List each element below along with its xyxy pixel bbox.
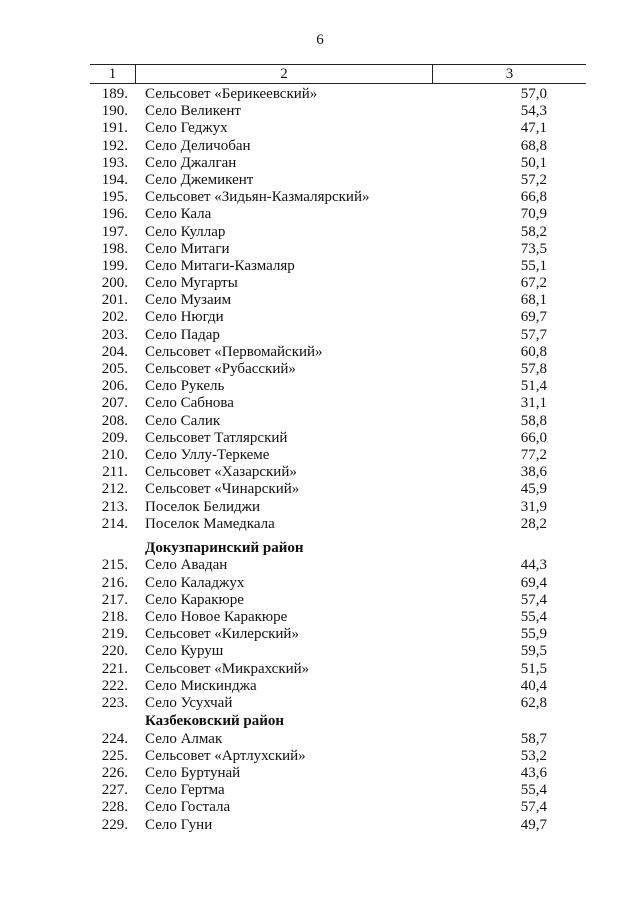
row-number: 228. — [101, 799, 128, 816]
row-value: 55,4 — [520, 782, 547, 799]
row-number: 207. — [101, 395, 128, 412]
row-number: 226. — [101, 764, 128, 781]
table-row — [90, 678, 586, 695]
data-table — [90, 64, 586, 834]
row-name: Сельсовет «Микрахский» — [145, 660, 310, 677]
table-row — [90, 189, 586, 206]
table-row — [90, 155, 586, 172]
row-value: 58,7 — [520, 730, 547, 747]
table-row — [90, 120, 586, 137]
row-value: 73,5 — [520, 240, 547, 257]
row-name: Село Великент — [145, 103, 241, 120]
row-number: 197. — [101, 223, 128, 240]
row-number: 225. — [101, 747, 128, 764]
row-name: Сельсовет «Хазарский» — [145, 464, 297, 481]
row-group-3 — [90, 731, 586, 834]
row-value: 67,2 — [520, 275, 547, 292]
row-value: 68,8 — [520, 137, 547, 154]
row-value: 51,5 — [520, 660, 547, 677]
row-number: 190. — [101, 103, 128, 120]
row-name: Село Салик — [145, 412, 221, 429]
row-number: 221. — [101, 660, 128, 677]
row-name: Село Авадан — [145, 557, 228, 574]
row-number: 204. — [101, 343, 128, 360]
row-name: Село Каладжух — [145, 574, 245, 591]
row-value: 40,4 — [520, 677, 547, 694]
row-number: 208. — [101, 412, 128, 429]
table-row — [90, 731, 586, 748]
row-number: 219. — [101, 626, 128, 643]
table-body — [90, 86, 586, 834]
row-name: Село Сабнова — [145, 395, 234, 412]
table-row — [90, 626, 586, 643]
row-number: 210. — [101, 446, 128, 463]
row-name: Село Куллар — [145, 223, 226, 240]
row-number: 205. — [101, 361, 128, 377]
row-name: Сельсовет «Чинарский» — [145, 481, 300, 498]
row-number: 223. — [101, 694, 128, 711]
row-number: 196. — [101, 206, 128, 223]
row-value: 54,3 — [520, 103, 547, 120]
row-name: Село Уллу-Теркеме — [145, 446, 270, 463]
table-row — [90, 557, 586, 574]
row-name: Село Буртунай — [145, 764, 241, 781]
row-value: 66,0 — [520, 429, 547, 446]
table-row — [90, 430, 586, 447]
table-row — [90, 86, 586, 103]
row-number: 215. — [101, 557, 128, 574]
row-name: Село Мискинджа — [145, 677, 257, 694]
row-name: Село Падар — [145, 326, 220, 343]
row-name: Село Гуни — [145, 816, 213, 833]
row-value: 38,6 — [520, 464, 547, 481]
row-name: Село Алмак — [145, 730, 223, 747]
row-name: Сельсовет «Артлухский» — [145, 747, 306, 764]
table-row — [90, 241, 586, 258]
row-name: Сельсовет «Рубасский» — [145, 361, 296, 377]
page-number: 6 — [316, 32, 324, 48]
row-number: 189. — [101, 86, 128, 102]
row-value: 57,2 — [520, 171, 547, 188]
row-number: 191. — [101, 120, 128, 137]
row-number: 222. — [101, 677, 128, 694]
table-row — [90, 447, 586, 464]
row-name: Сельсовет «Килерский» — [145, 626, 299, 643]
row-name: Село Геджух — [145, 120, 228, 137]
row-value: 70,9 — [520, 206, 547, 223]
row-name: Село Митаги-Казмаляр — [145, 257, 295, 274]
row-name: Поселок Белиджи — [145, 498, 261, 515]
row-number: 202. — [101, 309, 128, 326]
table-row — [90, 765, 586, 782]
header-col-2: 2 — [135, 65, 432, 83]
row-value: 58,8 — [520, 412, 547, 429]
row-number: 198. — [101, 240, 128, 257]
row-number: 206. — [101, 378, 128, 395]
row-number: 213. — [101, 498, 128, 515]
row-name: Село Нюгди — [145, 309, 224, 326]
row-number: 203. — [101, 326, 128, 343]
row-name: Сельсовет Татлярский — [145, 429, 288, 446]
table-row — [90, 575, 586, 592]
row-number: 200. — [101, 275, 128, 292]
table-row — [90, 464, 586, 481]
row-number: 212. — [101, 481, 128, 498]
table-row — [90, 817, 586, 834]
row-value: 69,7 — [520, 309, 547, 326]
row-number: 227. — [101, 782, 128, 799]
row-name: Село Музаим — [145, 292, 232, 309]
row-value: 55,4 — [520, 608, 547, 625]
row-name: Поселок Мамедкала — [145, 515, 275, 532]
section-title-dokuzparinsky: Докузпаринский район — [145, 539, 304, 556]
row-value: 57,8 — [520, 361, 547, 377]
table-row — [90, 748, 586, 765]
row-value: 55,1 — [520, 257, 547, 274]
row-value: 51,4 — [520, 378, 547, 395]
table-row — [90, 799, 586, 816]
row-value: 57,4 — [520, 799, 547, 816]
row-value: 31,1 — [520, 395, 547, 412]
row-value: 58,2 — [520, 223, 547, 240]
table-row — [90, 643, 586, 660]
row-number: 218. — [101, 608, 128, 625]
row-name: Село Рукель — [145, 378, 225, 395]
row-value: 50,1 — [520, 154, 547, 171]
row-name: Сельсовет «Берикеевский» — [145, 86, 318, 102]
table-row — [90, 172, 586, 189]
row-number: 201. — [101, 292, 128, 309]
row-name: Село Митаги — [145, 240, 230, 257]
row-value: 45,9 — [520, 481, 547, 498]
table-row — [90, 609, 586, 626]
table-row — [90, 782, 586, 799]
table-row — [90, 361, 586, 378]
table-row — [90, 413, 586, 430]
row-name: Село Куруш — [145, 643, 224, 660]
row-value: 69,4 — [520, 574, 547, 591]
row-number: 194. — [101, 171, 128, 188]
row-number: 216. — [101, 574, 128, 591]
section-title-kazbekovsky: Казбековский район — [145, 713, 284, 730]
row-value: 47,1 — [520, 120, 547, 137]
row-number: 209. — [101, 429, 128, 446]
row-value: 53,2 — [520, 747, 547, 764]
row-value: 49,7 — [520, 816, 547, 833]
row-number: 217. — [101, 591, 128, 608]
table-row — [90, 103, 586, 120]
row-value: 57,4 — [520, 591, 547, 608]
row-name: Село Гостала — [145, 799, 231, 816]
table-row — [90, 206, 586, 223]
row-value: 43,6 — [520, 764, 547, 781]
row-group-2 — [90, 557, 586, 712]
row-number: 220. — [101, 643, 128, 660]
row-number: 195. — [101, 189, 128, 206]
table-row — [90, 661, 586, 678]
row-number: 211. — [102, 464, 128, 481]
row-name: Село Джемикент — [145, 171, 254, 188]
table-row — [90, 344, 586, 361]
row-number: 193. — [101, 154, 128, 171]
table-row — [90, 292, 586, 309]
row-name: Село Мугарты — [145, 275, 238, 292]
row-value: 28,2 — [520, 515, 547, 532]
row-value: 66,8 — [520, 189, 547, 206]
header-col-3: 3 — [432, 65, 586, 83]
table-row — [90, 258, 586, 275]
table-row — [90, 378, 586, 395]
table-row — [90, 395, 586, 412]
table-header — [90, 64, 586, 84]
row-value: 77,2 — [520, 446, 547, 463]
row-value: 59,5 — [520, 643, 547, 660]
row-number: 214. — [101, 515, 128, 532]
row-number: 192. — [101, 137, 128, 154]
row-name: Село Новое Каракюре — [145, 608, 288, 625]
table-row — [90, 695, 586, 712]
table-row — [90, 327, 586, 344]
row-value: 68,1 — [520, 292, 547, 309]
row-value: 57,7 — [520, 326, 547, 343]
table-row — [90, 275, 586, 292]
row-name: Село Кала — [145, 206, 212, 223]
row-value: 57,0 — [520, 86, 547, 102]
table-row — [90, 481, 586, 498]
table-row — [90, 499, 586, 516]
table-row — [90, 516, 586, 533]
row-value: 44,3 — [520, 557, 547, 574]
table-row — [90, 138, 586, 155]
row-value: 60,8 — [520, 343, 547, 360]
row-name: Село Усухчай — [145, 694, 233, 711]
row-name: Село Гертма — [145, 782, 225, 799]
table-row — [90, 224, 586, 241]
row-value: 62,8 — [520, 694, 547, 711]
row-name: Сельсовет «Первомайский» — [145, 343, 323, 360]
row-number: 224. — [101, 730, 128, 747]
row-name: Село Деличобан — [145, 137, 251, 154]
row-name: Село Джалган — [145, 154, 237, 171]
row-number: 199. — [101, 257, 128, 274]
table-row — [90, 592, 586, 609]
row-value: 55,9 — [520, 626, 547, 643]
row-name: Село Каракюре — [145, 591, 244, 608]
row-number: 229. — [101, 816, 128, 833]
row-group-1 — [90, 86, 586, 533]
row-name: Сельсовет «Зидьян-Казмалярский» — [145, 189, 370, 206]
table-row — [90, 309, 586, 326]
row-value: 31,9 — [520, 498, 547, 515]
header-col-1: 1 — [108, 66, 117, 82]
